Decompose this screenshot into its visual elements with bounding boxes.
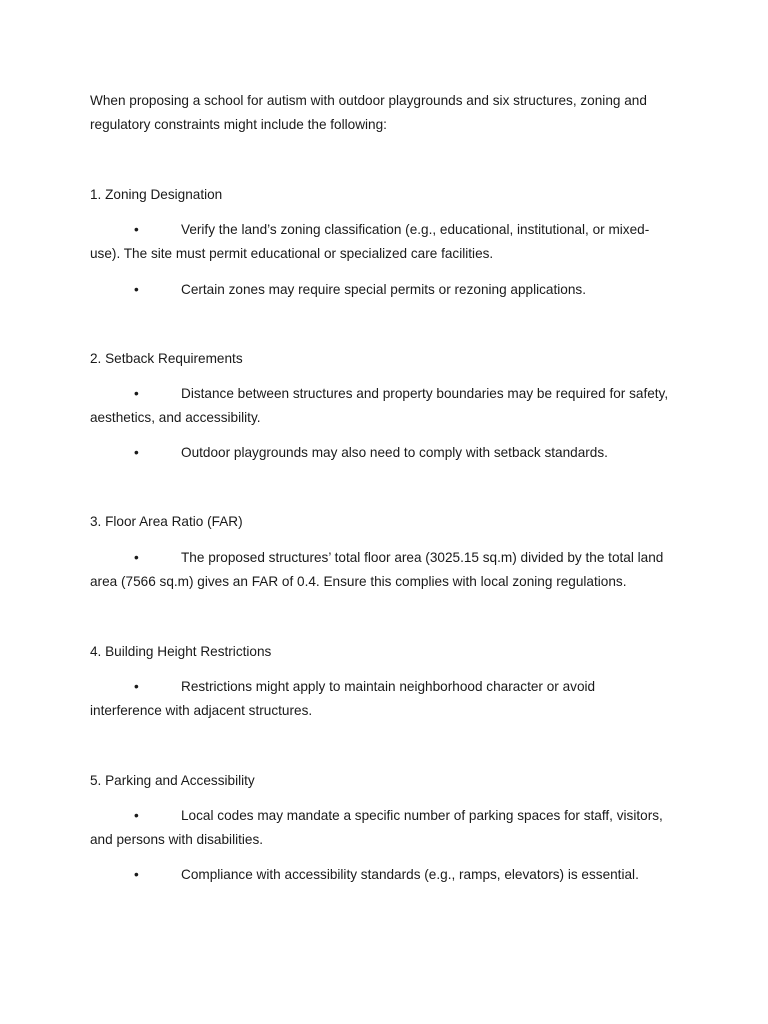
bullet-text-line-2: area (7566 sq.m) gives an FAR of 0.4. Ensure this complies with local zoning regulations. [90, 574, 627, 589]
intro-line-1: When proposing a school for autism with outdoor playgrounds and six structures, zoning and [90, 93, 647, 108]
bullet-text-line-1: The proposed structures’ total floor area (3025.15 sq.m) divided by the total land [181, 550, 664, 565]
bullet-text-line-1: Verify the land’s zoning classification (e.g., educational, institutional, or mixed- [181, 222, 650, 237]
bullet-text-line-1: Compliance with accessibility standards (e.g., ramps, elevators) is essential. [181, 867, 639, 882]
bullet-text-line-1: Certain zones may require special permits or rezoning applications. [181, 282, 586, 297]
bullet-text-line-1: Outdoor playgrounds may also need to comply with setback standards. [181, 445, 608, 460]
bullet-text-line-2: and persons with disabilities. [90, 832, 264, 847]
intro-paragraph [90, 89, 685, 137]
bullet-glyph: • [134, 445, 139, 460]
bullet-text-line-2: aesthetics, and accessibility. [90, 410, 261, 425]
bullet-glyph: • [134, 222, 139, 237]
bullet-item [90, 804, 685, 852]
bullet-glyph: • [134, 808, 139, 823]
bullet-item [90, 278, 685, 302]
bullet-text-line-2: interference with adjacent structures. [90, 703, 313, 718]
bullet-glyph: • [134, 679, 139, 694]
section-heading-setback: 2. Setback Requirements [90, 351, 243, 366]
intro-line-2: regulatory constraints might include the following: [90, 117, 387, 132]
bullet-item [90, 441, 685, 465]
bullet-glyph: • [134, 282, 139, 297]
bullet-text-line-2: use). The site must permit educational or specialized care facilities. [90, 246, 494, 261]
bullet-item [90, 382, 685, 430]
section-heading-far: 3. Floor Area Ratio (FAR) [90, 514, 243, 529]
bullet-text-line-1: Restrictions might apply to maintain neighborhood character or avoid [181, 679, 596, 694]
bullet-item [90, 675, 685, 723]
bullet-glyph: • [134, 386, 139, 401]
bullet-item [90, 863, 685, 887]
section-heading-parking: 5. Parking and Accessibility [90, 773, 255, 788]
bullet-item [90, 218, 685, 266]
section-heading-zoning: 1. Zoning Designation [90, 187, 223, 202]
bullet-text-line-1: Distance between structures and property boundaries may be required for safety, [181, 386, 669, 401]
bullet-item [90, 546, 685, 594]
bullet-glyph: • [134, 550, 139, 565]
bullet-glyph: • [134, 867, 139, 882]
bullet-text-line-1: Local codes may mandate a specific number of parking spaces for staff, visitors, [181, 808, 663, 823]
section-heading-height: 4. Building Height Restrictions [90, 644, 272, 659]
